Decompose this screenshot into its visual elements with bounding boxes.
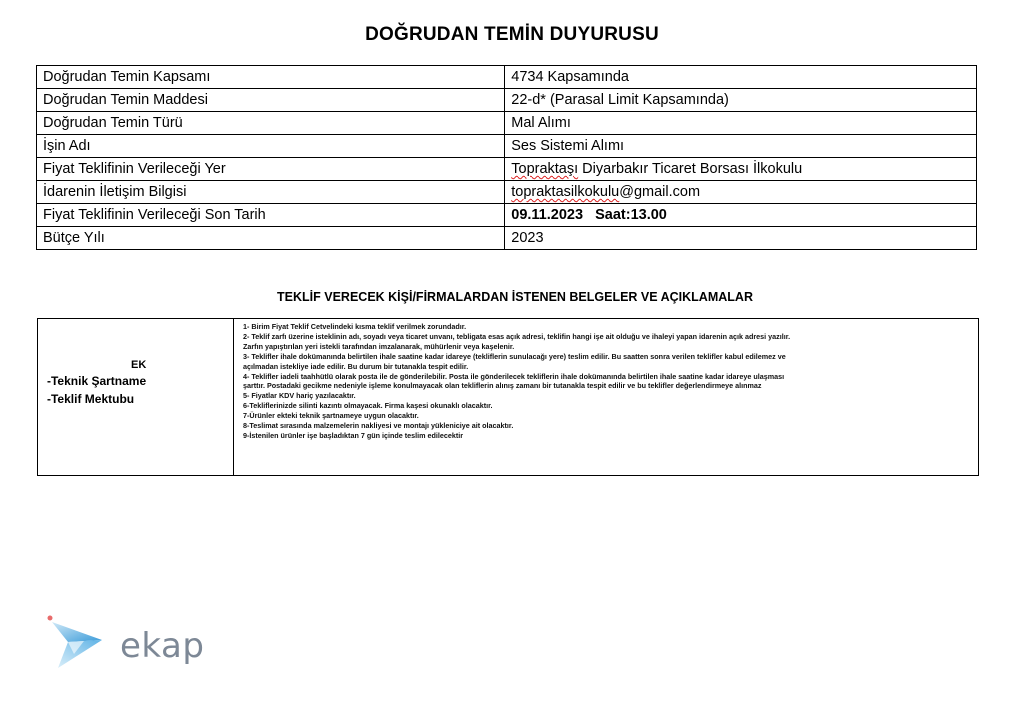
table-row: [37, 204, 977, 227]
note-line: 3- Teklifler ihale dokümanında belirtilen ihale saatine kadar idareye (tekliflerin sunulacağı yere) teslim edilir. Bu saatten sonra verilen teklifler kabul edilemez ve: [243, 351, 786, 361]
row-value: 2023: [505, 227, 977, 250]
deadline-value: 09.11.2023 Saat:13.00: [505, 204, 977, 227]
table-row: [37, 89, 977, 112]
value-text: Diyarbakır Ticaret Borsası İlkokulu: [578, 161, 803, 177]
row-value: [505, 158, 977, 181]
note-line: 8-Teslimat sırasında malzemelerin nakliyesi ve montajı yükleniciye ait olacaktır.: [243, 421, 514, 431]
row-label: Doğrudan Temin Türü: [37, 112, 505, 135]
attachment-item: -Teknik Şartname: [47, 374, 147, 388]
row-label: Doğrudan Temin Maddesi: [37, 89, 505, 112]
row-value: 22-d* (Parasal Limit Kapsamında): [505, 89, 977, 112]
note-line: 4- Teklifler iadeli taahhütlü olarak posta ile de gönderilebilir. Posta ile gönderilecek tekliflerin ihale dokümanında belirtilen ihale saatine kadar idareye ulaşması: [243, 371, 785, 381]
table-row: [37, 135, 977, 158]
row-value: Mal Alımı: [505, 112, 977, 135]
row-label: İşin Adı: [37, 135, 505, 158]
note-line: 2- Teklif zarfı üzerine isteklinin adı, soyadı veya ticaret unvanı, tebligata esas açık adresi, teklifin hangi işe ait olduğu ve ihaleyi yapan idarenin açık adresi yazılır.: [243, 331, 791, 341]
note-line: açılmadan istekliye iade edilir. Bu durum bir tutanakla tespit edilir.: [243, 361, 469, 371]
section-title: TEKLİF VERECEK KİŞİ/FİRMALARDAN İSTENEN BELGELER VE AÇIKLAMALAR: [277, 290, 753, 304]
row-label: Fiyat Teklifinin Verileceği Son Tarih: [37, 204, 505, 227]
notes-list: [243, 322, 973, 441]
note-line: Zarfın yapıştırılan yeri istekli tarafından imzalanarak, mühürlenir veya kaşelenir.: [243, 341, 515, 351]
row-value: Ses Sistemi Alımı: [505, 135, 977, 158]
row-label: Fiyat Teklifinin Verileceği Yer: [37, 158, 505, 181]
info-table: [36, 65, 977, 250]
spellcheck-word: Topraktaşı: [511, 161, 579, 177]
row-value: [505, 181, 977, 204]
row-label: Doğrudan Temin Kapsamı: [37, 66, 505, 89]
ekap-logo-icon: [44, 612, 120, 672]
table-row: [37, 158, 977, 181]
attachments-heading: EK: [131, 359, 147, 371]
ekap-logo-text: ekap: [120, 626, 205, 666]
table-row: [37, 112, 977, 135]
table-row: [37, 66, 977, 89]
attachments-cell: [38, 319, 234, 475]
note-line: şarttır. Postadaki gecikme nedeniyle işleme konulmayacak olan tekliflerin alınış zamanı bir tutanakla tespit edilir ve bu teklifler değerlendirmeye alınmaz: [243, 381, 762, 391]
note-line: 1- Birim Fiyat Teklif Cetvelindeki kısma teklif verilmek zorundadır.: [243, 322, 467, 331]
row-label: Bütçe Yılı: [37, 227, 505, 250]
note-line: 9-İstenilen ürünler işe başladıktan 7 gün içinde teslim edilecektir: [243, 430, 464, 440]
row-label: İdarenin İletişim Bilgisi: [37, 181, 505, 204]
row-value: 4734 Kapsamında: [505, 66, 977, 89]
table-row: [37, 227, 977, 250]
attachment-item: -Teklif Mektubu: [47, 392, 135, 406]
note-line: 6-Tekliflerinizde silinti kazıntı olmayacak. Firma kaşesi okunaklı olacaktır.: [243, 401, 493, 411]
note-line: 5- Fiyatlar KDV hariç yazılacaktır.: [243, 391, 356, 401]
table-row: [37, 181, 977, 204]
page-title: DOĞRUDAN TEMİN DUYURUSU: [365, 24, 659, 45]
ekap-logo: [44, 612, 224, 672]
value-text: @gmail.com: [619, 184, 701, 200]
note-line: 7-Ürünler ekteki teknik şartnameye uygun olacaktır.: [243, 411, 419, 421]
documents-box: [37, 318, 979, 476]
spellcheck-word: topraktasilkokulu: [511, 184, 620, 200]
